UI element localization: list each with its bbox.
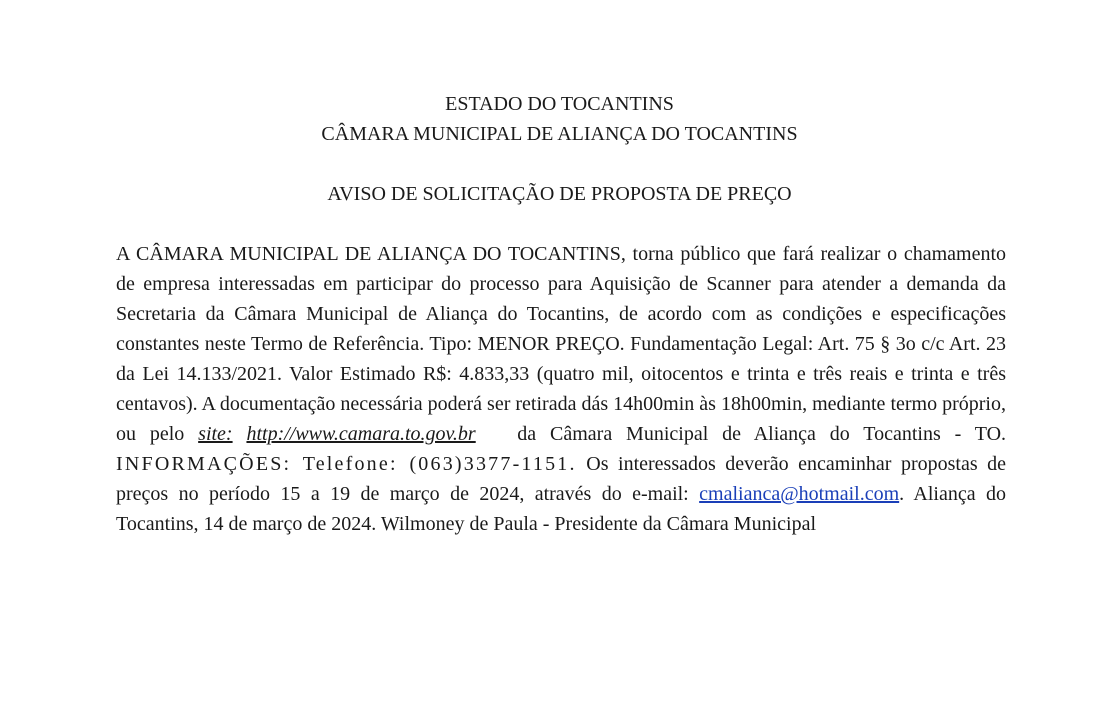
- site-owner-text: da Câmara Municipal de Aliança do Tocantins - TO.: [517, 423, 1007, 445]
- site-link[interactable]: http://www.camara.to.gov.br: [246, 423, 476, 445]
- proposal-instructions: Os interessados deverão encaminhar propostas de preços no período 15 a 19 de março de 2024, através do e-mail:: [116, 453, 1007, 505]
- notice-body: [116, 239, 1006, 539]
- notice-intro: A CÂMARA MUNICIPAL DE ALIANÇA DO TOCANTINS, torna público que fará realizar o chamamento de empresa interessadas em participar do processo para Aquisição de Scanner para atender a demanda da Secretaria da Câmara Municipal de Aliança do Tocantins, de acordo com as condições e especificações constantes neste Termo de Referência. Tipo: MENOR PREÇO. Fundamentação Legal: Art. 75 § 3o c/c Art. 23 da Lei 14.133/2021. Valor Estimado R$: 4.833,33 (quatro mil, oitocentos e trinta e três reais e trinta e três centavos). A documentação necessária poderá ser retirada dás 14h00min às 18h00min, mediante termo próprio, ou pelo: [116, 243, 1006, 445]
- closing-text: . Aliança do Tocantins, 14 de março de 2024. Wilmoney de Paula - Presidente da Câmara Municipal: [116, 483, 1007, 535]
- email-link[interactable]: cmalianca@hotmail.com: [699, 483, 900, 505]
- notice-title: AVISO DE SOLICITAÇÃO DE PROPOSTA DE PREÇO: [327, 183, 792, 205]
- chamber-heading: CÂMARA MUNICIPAL DE ALIANÇA DO TOCANTINS: [321, 123, 798, 145]
- state-heading: ESTADO DO TOCANTINS: [445, 93, 674, 115]
- site-label: site:: [198, 423, 233, 445]
- contact-info: INFORMAÇÕES: Telefone: (063)3377-1151.: [116, 453, 577, 475]
